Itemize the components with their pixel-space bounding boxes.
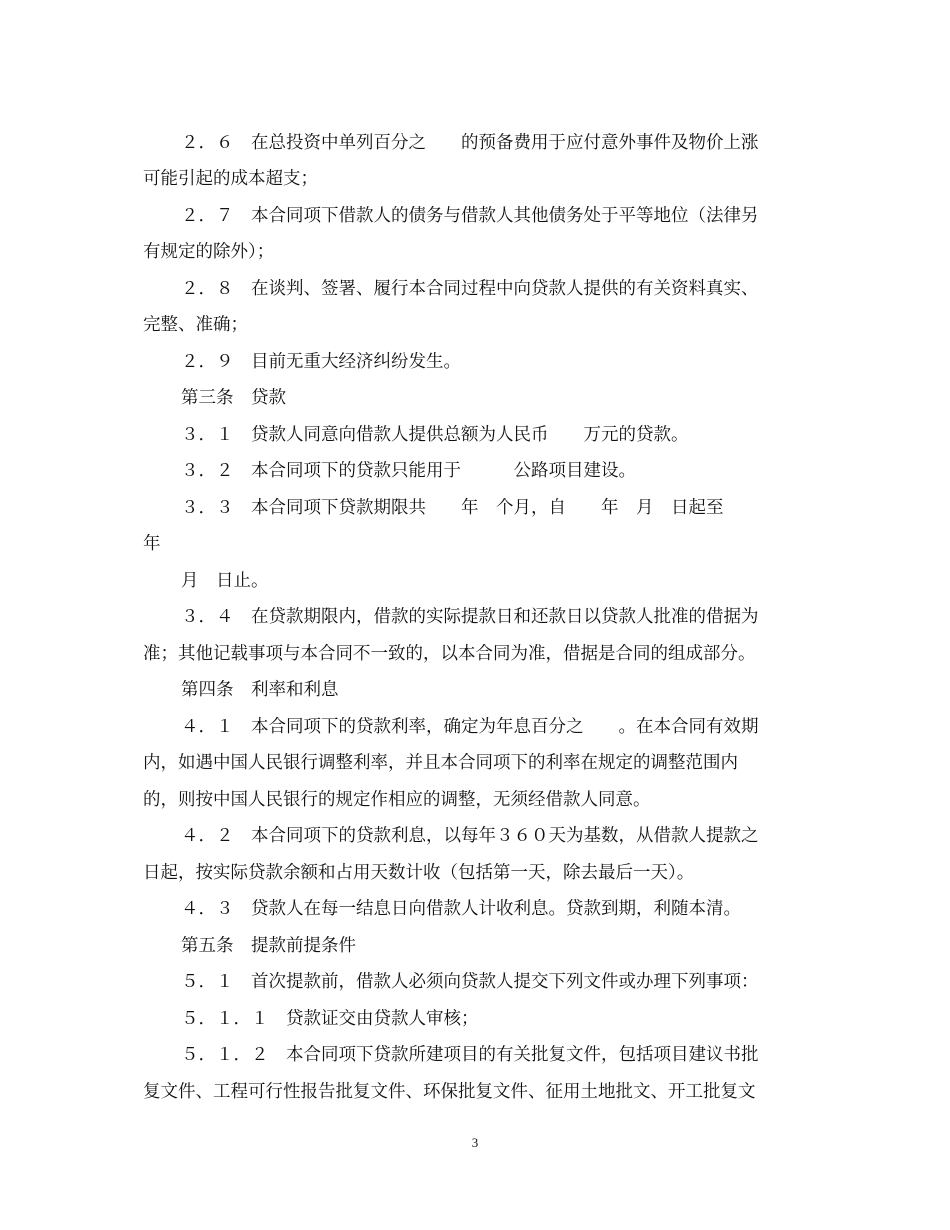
text-line: ３．４ 在贷款期限内，借款的实际提款日和还款日以贷款人批准的借据为: [181, 607, 759, 627]
text-line: ４．１ 本合同项下的贷款利率，确定为年息百分之 。在本合同有效期: [181, 717, 759, 737]
text-line: ３．３ 本合同项下贷款期限共 年 个月，自 年 月 日起至: [181, 498, 724, 518]
text-line: 内，如遇中国人民银行调整利率，并且本合同项下的利率在规定的调整范围内: [143, 753, 738, 773]
text-line: ３．１ 贷款人同意向借款人提供总额为人民币 万元的贷款。: [181, 425, 689, 445]
section-heading: 第五条 提款前提条件: [181, 936, 356, 956]
text-line: ５．１．２ 本合同项下贷款所建项目的有关批复文件，包括项目建议书批: [181, 1045, 759, 1065]
text-line: 有规定的除外）；: [143, 242, 275, 262]
text-line: ２．７ 本合同项下借款人的债务与借款人其他债务处于平等地位（法律另: [181, 206, 759, 226]
text-line: ４．２ 本合同项下的贷款利息，以每年３６０天为基数，从借款人提款之: [181, 826, 759, 846]
text-line: ５．１ 首次提款前，借款人必须向贷款人提交下列文件或办理下列事项：: [181, 972, 759, 992]
text-line: ３．２ 本合同项下的贷款只能用于 公路项目建设。: [181, 461, 636, 481]
section-heading: 第四条 利率和利息: [181, 680, 339, 700]
text-line: ５．１．１ 贷款证交由贷款人审核；: [181, 1009, 479, 1029]
section-heading: 第三条 贷款: [181, 388, 286, 408]
page-number: 3: [471, 1135, 479, 1150]
text-line: 年: [143, 534, 161, 554]
text-line: 可能引起的成本超支；: [143, 169, 318, 189]
text-line: ２．８ 在谈判、签署、履行本合同过程中向贷款人提供的有关资料真实、: [181, 279, 759, 299]
text-line: 准；其他记载事项与本合同不一致的，以本合同为准，借据是合同的组成部分。: [143, 644, 756, 664]
text-line: 复文件、工程可行性报告批复文件、环保批复文件、征用土地批文、开工批复文: [143, 1082, 756, 1102]
text-line: ２．９ 目前无重大经济纠纷发生。: [181, 352, 461, 372]
text-line: 的，则按中国人民银行的规定作相应的调整，无须经借款人同意。: [143, 790, 651, 810]
text-line: 完整、准确；: [143, 315, 248, 335]
text-line: ２．６ 在总投资中单列百分之 的预备费用于应付意外事件及物价上涨: [181, 133, 759, 153]
text-line: 月 日止。: [181, 571, 269, 591]
text-line: ４．３ 贷款人在每一结息日向借款人计收利息。贷款到期，利随本清。: [181, 899, 741, 919]
text-line: 日起，按实际贷款余额和占用天数计收（包括第一天，除去最后一天）。: [143, 863, 695, 883]
